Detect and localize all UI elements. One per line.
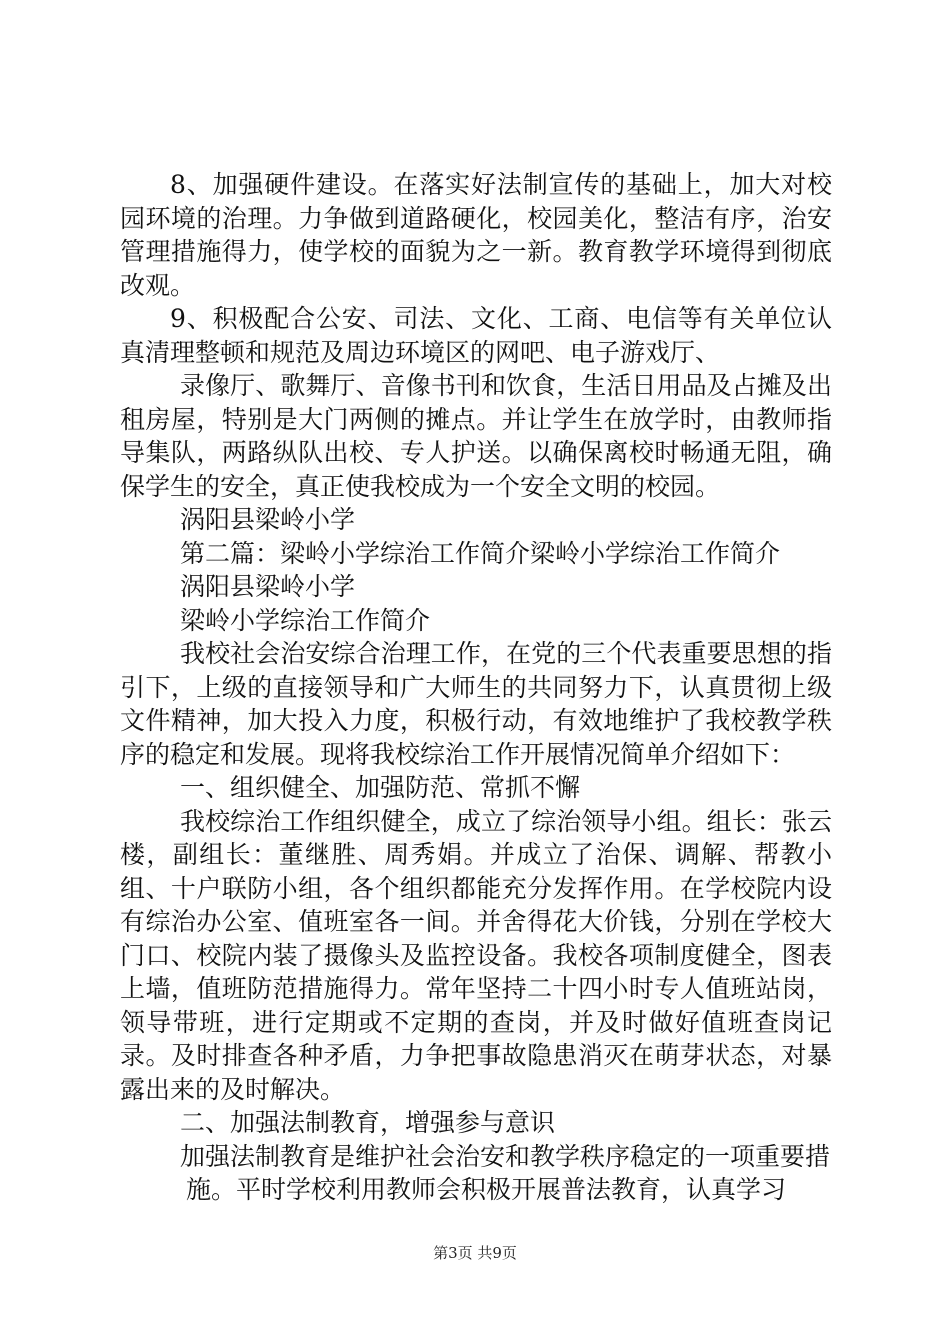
subheading-two: 二、加强法制教育，增强参与意识: [180, 1108, 556, 1137]
subheading-one: 一、组织健全、加强防范、常抓不懈: [180, 773, 581, 802]
school-name: 涡阳县梁岭小学: [180, 572, 356, 601]
paragraph-item-8: 8、加强硬件建设。在落实好法制宣传的基础上，加大对校园环境的治理。力争做到道路硬化，校园美化，整洁有序，治安管理措施得力，使学校的面貌为之一新。教育教学环境得到彻底改观。: [120, 170, 832, 300]
paragraph-item-9-continued: 录像厅、歌舞厅、音像书刊和饮食，生活日用品及占摊及出租房屋，特别是大门两侧的摊点。并让学生在放学时，由教师指导集队，两路纵队出校、专人护送。以确保离校时畅通无阻，确保学生的安全，真正使我校成为一个安全文明的校园。: [120, 371, 832, 501]
paragraph-legal-education-continued: 施。平时学校利用教师会积极开展普法教育，认真学习: [186, 1175, 787, 1204]
intro-paragraph: 我校社会治安综合治理工作，在党的三个代表重要思想的指引下，上级的直接领导和广大师生的共同努力下，认真贯彻上级文件精神，加大投入力度，积极行动，有效地维护了我校教学秩序的稳定和发展。现将我校综治工作开展情况简单介绍如下：: [120, 639, 832, 769]
document-body: [120, 168, 832, 1207]
signature-line: 涡阳县梁岭小学: [180, 505, 356, 534]
page-footer: 第3页 共9页: [433, 1244, 517, 1262]
document-title: 梁岭小学综治工作简介: [180, 605, 431, 635]
paragraph-legal-education: 加强法制教育是维护社会治安和教学秩序稳定的一项重要措: [180, 1141, 831, 1171]
paragraph-organization: 我校综治工作组织健全，成立了综治领导小组。组长：张云楼，副组长：董继胜、周秀娟。并成立了治保、调解、帮教小组、十户联防小组，各个组织都能充分发挥作用。在学校院内设有综治办公室、值班室各一间。并舍得花大价钱，分别在学校大门口、校院内装了摄像头及监控设备。我校各项制度健全，图表上墙，值班防范措施得力。常年坚持二十四小时专人值班站岗，领导带班，进行定期或不定期的查岗，并及时做好值班查岗记录。及时排查各种矛盾，力争把事故隐患消灭在萌芽状态，对暴露出来的及时解决。: [120, 806, 832, 1104]
section-heading: 第二篇：梁岭小学综治工作简介梁岭小学综治工作简介: [180, 538, 781, 568]
paragraph-item-9: 9、积极配合公安、司法、文化、工商、电信等有关单位认真清理整顿和规范及周边环境区的网吧、电子游戏厅、: [120, 304, 832, 367]
